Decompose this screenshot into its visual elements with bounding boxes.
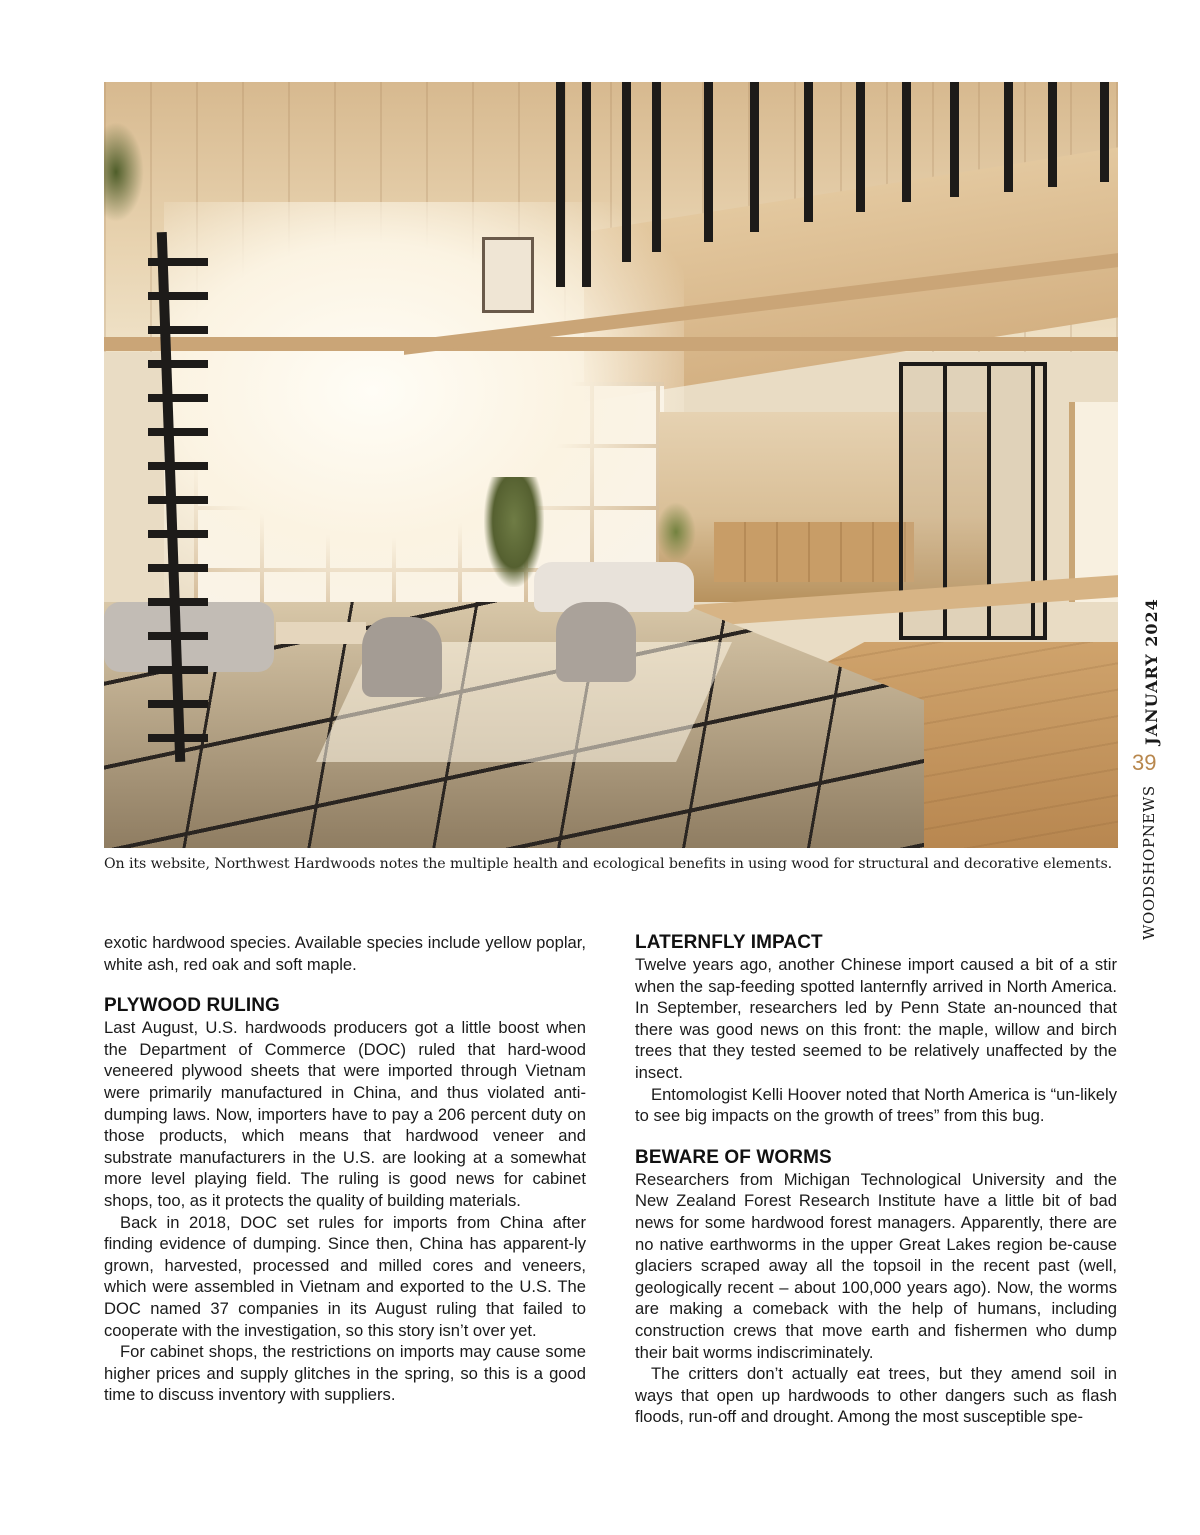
photo-plant [484,477,544,587]
photo-black-post [750,82,759,232]
photo-black-post [622,82,631,262]
photo-ladder-rungs [148,232,208,762]
body-paragraph: Twelve years ago, another Chinese import caused a bit of a stir when the sap-feeding spotted lanternfly arrived in North America. In September, researchers led by Penn State an-nounced that there was good news on this front: the maple, willow and birch trees that they tested seemed to be relatively unaffected by the insect. [635,955,1117,1082]
photo-plant [656,502,696,562]
photo-black-post [556,82,565,287]
magazine-name: WOODSHOPNEWS [1140,785,1158,940]
photo-right-window [1069,402,1118,602]
left-column [104,932,586,1406]
photo-beam [104,337,1118,351]
photo-black-post [856,82,865,212]
photo-black-post [1048,82,1057,187]
photo-caption: On its website, Northwest Hardwoods notes the multiple health and ecological benefits in using wood for structural and decorative elements. [104,856,1113,872]
photo-black-post [1004,82,1013,192]
intro-paragraph: exotic hardwood species. Available species include yellow poplar, white ash, red oak and soft maple. [104,933,586,974]
interior-photo [104,82,1118,848]
photo-black-post [1100,82,1109,182]
body-paragraph: Back in 2018, DOC set rules for imports from China after finding evidence of dumping. Since then, China has apparent-ly grown, harvested, processed and milled cores and veneers, which were assembled in Vietnam and exported to the U.S. The DOC named 37 companies in its August ruling that failed to cooperate with the investigation, so this story isn’t over yet. [104,1212,586,1340]
issue-date: JANUARY 2024 [1142,598,1161,745]
photo-cabinets [714,522,914,582]
photo-black-post [804,82,813,222]
body-paragraph: Last August, U.S. hardwoods producers got a little boost when the Department of Commerce (DOC) ruled that hard-wood veneered plywood sheets that were imported through Vietnam were primarily manufactured in China, and thus violated anti-dumping laws. Now, importers have to pay a 206 percent duty on those products, which means that hardwood veneer and substrate manufacturers in the U.S. are looking at a somewhat more level playing field. The ruling is good news for cabinet shops, too, as it protects the quality of building materials. [104,1018,586,1210]
photo-black-post [902,82,911,202]
section-heading-plywood: PLYWOOD RULING [104,995,280,1017]
body-paragraph: Researchers from Michigan Technological University and the New Zealand Forest Research Institute have a little bit of bad news for some hardwood forest managers. Apparently, there are no native earthworms in the upper Great Lakes region be-cause glaciers scraped away all the topsoil in the recent past (well, geologically recent – about 100,000 years ago). Now, the worms are making a comeback with the help of humans, including construction crews that move earth and fishermen who dump their bait worms indiscriminately. [635,1169,1117,1362]
body-paragraph: Entomologist Kelli Hoover noted that North America is “un-likely to see big impacts on the growth of trees” from this bug. [635,1084,1117,1126]
section-heading-laternfly: LATERNFLY IMPACT [635,932,823,953]
photo-black-post [652,82,661,252]
photo-hanging-plant [104,122,144,222]
body-paragraph: For cabinet shops, the restrictions on imports may cause some higher prices and supply glitches in the spring, so this is a good time to discuss inventory with suppliers. [104,1342,586,1405]
photo-armchair [556,602,636,682]
photo-sunlight [164,202,684,622]
photo-armchair [362,617,442,697]
photo-black-post [582,82,591,287]
body-paragraph: The critters don’t actually eat trees, but they amend soil in ways that open up hardwoods to other dangers such as flash floods, run-off and drought. Among the most susceptible spe- [635,1364,1117,1427]
photo-lantern [482,237,534,313]
photo-black-post [950,82,959,197]
page-number: 39 [1132,750,1157,775]
section-heading-worms: BEWARE OF WORMS [635,1146,832,1168]
photo-black-post [704,82,713,242]
photo-coffee-table [276,622,366,644]
running-head [1128,520,1168,940]
right-column [635,932,1117,1428]
